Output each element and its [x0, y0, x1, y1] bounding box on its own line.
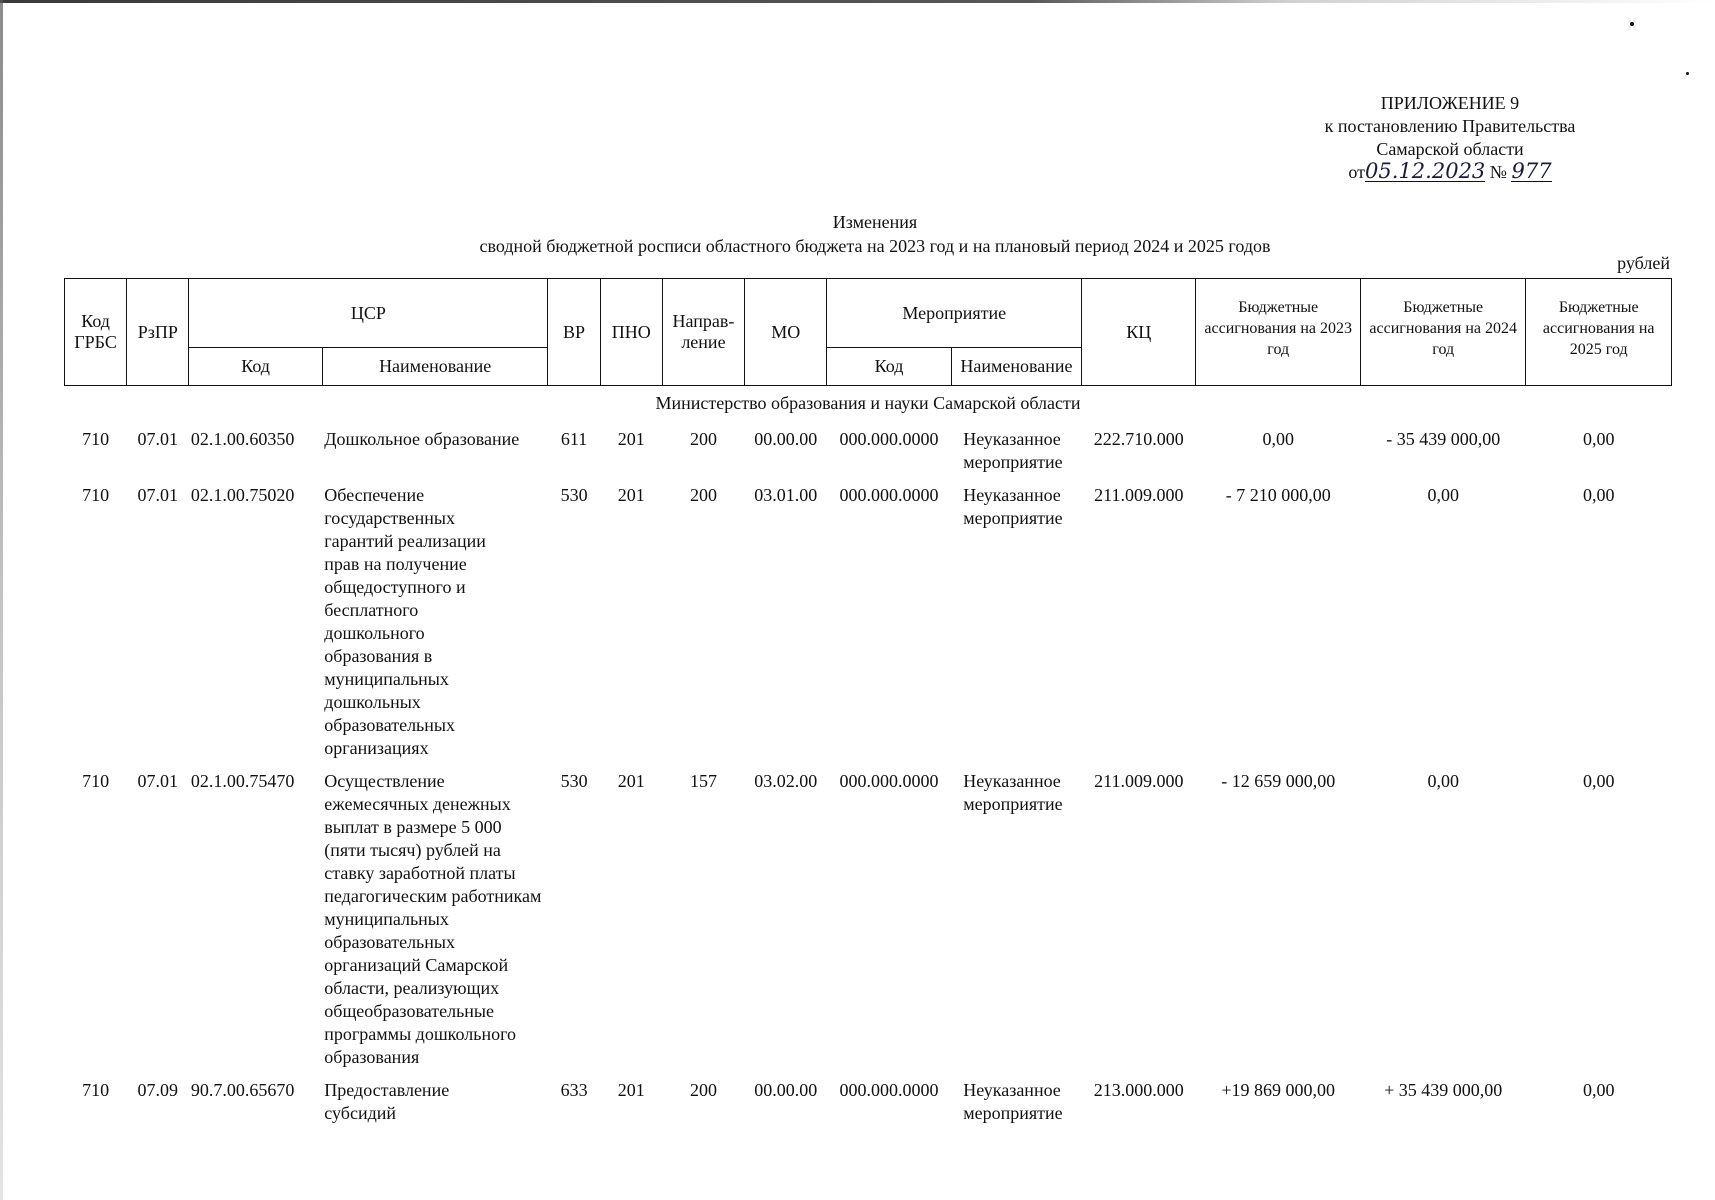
cell-budget-2025: 0,00 [1582, 771, 1615, 791]
ministry-name: Министерство образования и науки Самарской области [655, 393, 1081, 413]
table-row [65, 421, 1672, 477]
cell-pno: 201 [617, 485, 645, 505]
document-subtitle: сводной бюджетной росписи областного бюджета на 2023 год и на плановый период 2024 и 2025 годов [479, 236, 1271, 256]
scan-dot [1686, 72, 1689, 75]
budget-table [64, 278, 1672, 1128]
cell-budget-2025: 0,00 [1582, 429, 1615, 449]
cell-kc: 211.009.000 [1094, 771, 1184, 791]
cell-kc: 211.009.000 [1094, 485, 1184, 505]
date-prefix: от [1348, 162, 1366, 182]
cell-kc: 222.710.000 [1093, 429, 1184, 449]
header-grbs: Код ГРБС [65, 279, 127, 386]
cell-direction: 200 [689, 1080, 717, 1100]
table-row [65, 1072, 1672, 1128]
cell-rzpr: 07.01 [137, 771, 179, 791]
handwritten-date: 05.12.2023 [1365, 159, 1486, 183]
header-budget-2024: Бюджетные ассигнования на 2024 год [1360, 279, 1526, 386]
header-kc: КЦ [1082, 279, 1196, 386]
budget-table-wrapper [64, 278, 1672, 1128]
header-event: Мероприятие [827, 279, 1082, 348]
table-row [65, 477, 1672, 763]
cell-rzpr: 07.09 [137, 1080, 179, 1100]
ministry-row [65, 386, 1672, 422]
cell-event-code: 000.000.0000 [839, 485, 939, 505]
cell-csr-code: 02.1.00.75470 [190, 771, 295, 791]
cell-budget-2025: 0,00 [1582, 1080, 1615, 1100]
cell-event-name: Неуказанное мероприятие [963, 1080, 1063, 1123]
cell-csr-name: Обеспечение государственных гарантий реализации прав на получение общедоступного и бесплатного дошкольного образования в муниципальных дошкольных образовательных организациях [324, 485, 486, 758]
appendix-number: ПРИЛОЖЕНИЕ 9 [1380, 93, 1520, 113]
number-prefix: № [1489, 162, 1507, 182]
cell-pno: 201 [617, 1080, 645, 1100]
cell-budget-2023: - 12 659 000,00 [1221, 771, 1336, 791]
cell-pno: 201 [617, 429, 645, 449]
cell-event-code: 000.000.0000 [839, 1080, 939, 1100]
cell-vr: 633 [560, 1080, 588, 1100]
cell-direction: 157 [689, 771, 717, 791]
cell-event-name: Неуказанное мероприятие [963, 771, 1063, 814]
header-budget-2023: Бюджетные ассигнования на 2023 год [1196, 279, 1361, 386]
cell-grbs: 710 [82, 771, 110, 791]
appendix-header [1300, 92, 1600, 184]
header-budget-2025: Бюджетные ассигнования на 2025 год [1526, 279, 1672, 386]
cell-kc: 213.000.000 [1093, 1080, 1184, 1100]
cell-budget-2025: 0,00 [1582, 485, 1615, 505]
header-csr: ЦСР [189, 279, 548, 348]
document-title: Изменения [832, 212, 918, 232]
cell-budget-2024: 0,00 [1427, 771, 1459, 791]
cell-mo: 03.02.00 [754, 771, 818, 791]
cell-mo: 00.00.00 [754, 429, 818, 449]
cell-budget-2024: + 35 439 000,00 [1384, 1080, 1503, 1100]
header-pno: ПНО [600, 279, 662, 386]
cell-event-name: Неуказанное мероприятие [963, 429, 1063, 472]
cell-csr-code: 90.7.00.65670 [190, 1080, 295, 1100]
header-vr: ВР [548, 279, 600, 386]
header-csr-code: Код [189, 348, 322, 386]
cell-budget-2023: +19 869 000,00 [1221, 1080, 1336, 1100]
document-title-block [300, 210, 1450, 258]
cell-grbs: 710 [82, 485, 110, 505]
table-header [65, 279, 1672, 386]
appendix-date-line [1300, 161, 1600, 184]
cell-direction: 200 [689, 485, 717, 505]
cell-csr-name: Осуществление ежемесячных денежных выплат в размере 5 000 (пяти тысяч) рублей на ставку заработной платы педагогическим работникам муниципальных образовательных организаций Самарской области, реализующих общеобразовательные программы дошкольного образования [324, 771, 542, 1067]
cell-event-code: 000.000.0000 [839, 429, 939, 449]
cell-vr: 530 [560, 771, 588, 791]
appendix-region: Самарской области [1376, 139, 1524, 159]
cell-budget-2024: - 35 439 000,00 [1386, 429, 1501, 449]
table-body [65, 386, 1672, 1129]
header-rzpr: РзПР [127, 279, 189, 386]
cell-csr-name: Предоставление субсидий [324, 1080, 450, 1123]
cell-budget-2023: 0,00 [1262, 429, 1294, 449]
cell-csr-code: 02.1.00.75020 [190, 485, 295, 505]
header-csr-name: Наименование [322, 348, 548, 386]
header-mo: МО [745, 279, 827, 386]
cell-rzpr: 07.01 [137, 429, 179, 449]
cell-grbs: 710 [82, 1080, 110, 1100]
cell-csr-code: 02.1.00.60350 [190, 429, 295, 449]
cell-budget-2023: - 7 210 000,00 [1225, 485, 1331, 505]
cell-direction: 200 [689, 429, 717, 449]
scan-dot [1630, 22, 1634, 26]
units-label: рублей [1617, 253, 1670, 273]
table-row [65, 763, 1672, 1072]
cell-rzpr: 07.01 [137, 485, 179, 505]
cell-grbs: 710 [82, 429, 110, 449]
cell-mo: 00.00.00 [754, 1080, 818, 1100]
cell-vr: 530 [560, 485, 588, 505]
cell-vr: 611 [560, 429, 588, 449]
cell-csr-name: Дошкольное образование [324, 429, 520, 449]
header-event-name: Наименование [951, 348, 1081, 386]
cell-budget-2024: 0,00 [1427, 485, 1459, 505]
cell-pno: 201 [617, 771, 645, 791]
cell-event-name: Неуказанное мероприятие [963, 485, 1063, 528]
scan-border-top [0, 0, 1715, 3]
handwritten-number: 977 [1511, 159, 1552, 183]
header-direction: Направ-ление [662, 279, 744, 386]
cell-mo: 03.01.00 [754, 485, 818, 505]
header-event-code: Код [827, 348, 951, 386]
appendix-resolution: к постановлению Правительства [1324, 116, 1576, 136]
cell-event-code: 000.000.0000 [839, 771, 939, 791]
scan-border-left [0, 0, 3, 1200]
